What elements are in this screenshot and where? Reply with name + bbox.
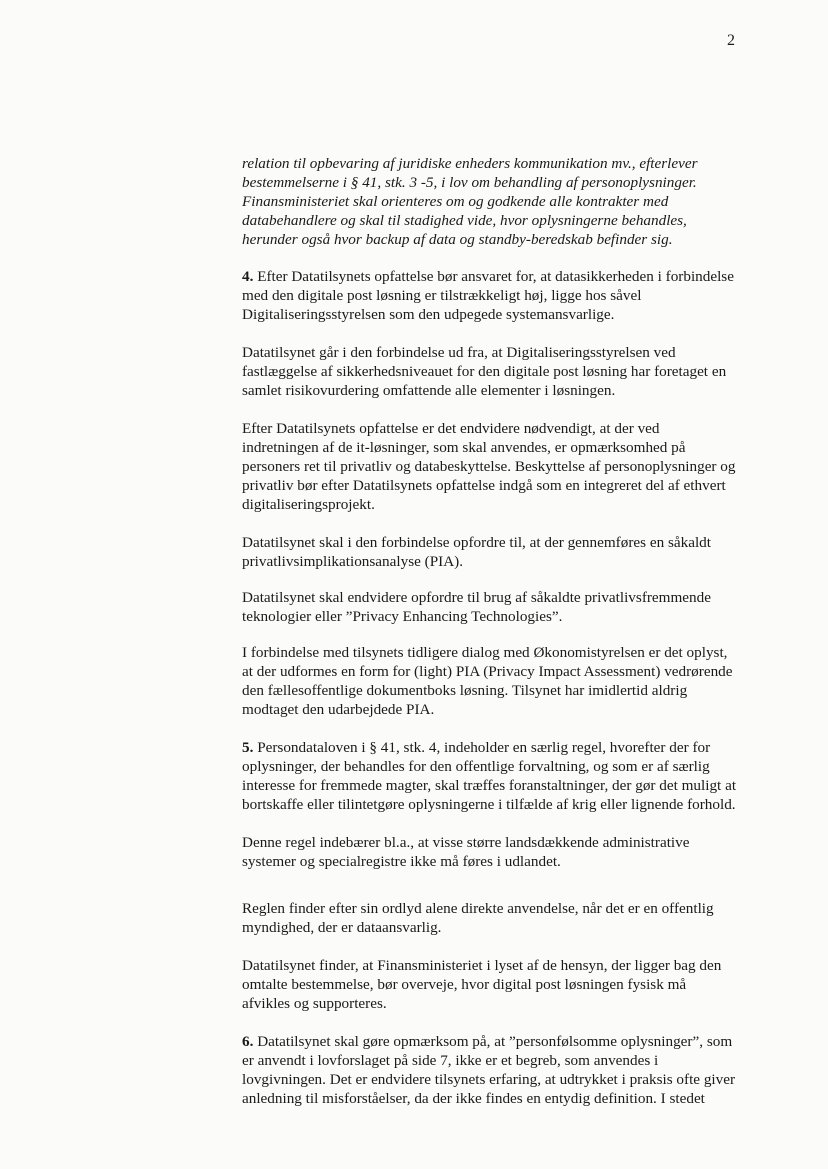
paragraph-text: Reglen finder efter sin ordlyd alene direkte anvendelse, når det er en offentlig myndighed, der er dataansvarlig. bbox=[242, 900, 714, 936]
paragraph-recommendation bbox=[242, 956, 738, 1013]
paragraph-text: Efter Datatilsynets opfattelse bør ansvaret for, at datasikkerheden i forbindelse med den digitale post løsning er tilstrækkeligt høj, ligge hos såvel Digitaliseringsstyrelsen som den udpegede systemansvarlige. bbox=[242, 268, 734, 323]
paragraph-text: Datatilsynet skal endvidere opfordre til brug af såkaldte privatlivsfremmende teknologier eller ”Privacy Enhancing Technologies”. bbox=[242, 589, 711, 625]
paragraph-5 bbox=[242, 738, 738, 814]
section-number: 6. bbox=[242, 1033, 254, 1050]
paragraph-text: Datatilsynet går i den forbindelse ud fra, at Digitaliseringsstyrelsen ved fastlæggelse af sikkerhedsniveauet for den digitale post løsning har foretaget en samlet risikovurdering omfattende alle elementer i løsningen. bbox=[242, 344, 727, 399]
paragraph-text: Persondataloven i § 41, stk. 4, indeholder en særlig regel, hvorefter der for oplysninger, der behandles for den offentlige forvaltning, og som er af særlig interesse for fremmede magter, skal træffes foranstaltninger, der gør det muligt at bortskaffe eller tilintetgøre oplysningerne i tilfælde af krig eller lignende forhold. bbox=[242, 739, 737, 813]
paragraph-pia bbox=[242, 533, 738, 571]
paragraph-text: Datatilsynet skal i den forbindelse opfordre til, at der gennemføres en såkaldt privatlivsimplikationsanalyse (PIA). bbox=[242, 534, 711, 570]
paragraph-text: Datatilsynet finder, at Finansministeriet i lyset af de hensyn, der ligger bag den omtalte bestemmelse, bør overveje, hvor digital post løsningen fysisk må afvikles og supporteres. bbox=[242, 957, 722, 1012]
document-body bbox=[242, 154, 738, 1108]
paragraph-privacy bbox=[242, 419, 738, 514]
section-number: 5. bbox=[242, 739, 254, 756]
paragraph-pet bbox=[242, 588, 738, 626]
paragraph-4 bbox=[242, 267, 738, 324]
paragraph-text: I forbindelse med tilsynets tidligere dialog med Økonomistyrelsen er det oplyst, at der udformes en form for (light) PIA (Privacy Impact Assessment) vedrørende den fællesoffentlige dokumentboks løsning. Tilsynet har imidlertid aldrig modtaget den udarbejdede PIA. bbox=[242, 644, 733, 718]
section-number: 4. bbox=[242, 268, 254, 285]
paragraph-rule bbox=[242, 833, 738, 871]
paragraph-text: Denne regel indebærer bl.a., at visse større landsdækkende administrative systemer og specialregistre ikke må føres i udlandet. bbox=[242, 834, 690, 870]
paragraph-risk-assessment bbox=[242, 343, 738, 400]
paragraph-6 bbox=[242, 1032, 738, 1108]
paragraph-scope bbox=[242, 899, 738, 937]
paragraph-text: Datatilsynet skal gøre opmærksom på, at ”personfølsomme oplysninger”, som er anvendt i lovforslaget på side 7, ikke er et begreb, som anvendes i lovgivningen. Det er endvidere tilsynets erfaring, at udtrykket i praksis ofte giver anledning til misforståelser, da der ikke findes en entydig definition. I stedet bbox=[242, 1033, 736, 1107]
paragraph-dialog bbox=[242, 643, 738, 719]
paragraph-text: relation til opbevaring af juridiske enheders kommunikation mv., efterlever bestemmelserne i § 41, stk. 3 -5, i lov om behandling af personoplysninger. Finansministeriet skal orienteres om og godkende alle kontrakter med databehandlere og skal til stadighed vide, hvor oplysningerne behandles, herunder også hvor backup af data og standby-beredskab befinder sig. bbox=[242, 155, 698, 248]
paragraph-intro bbox=[242, 154, 738, 249]
page-number: 2 bbox=[727, 32, 735, 49]
paragraph-text: Efter Datatilsynets opfattelse er det endvidere nødvendigt, at der ved indretningen af de it-løsninger, som skal anvendes, er opmærksomhed på personers ret til privatliv og databeskyttelse. Beskyttelse af personoplysninger og privatliv bør efter Datatilsynets opfattelse indgå som en integreret del af ethvert digitaliseringsprojekt. bbox=[242, 420, 736, 513]
